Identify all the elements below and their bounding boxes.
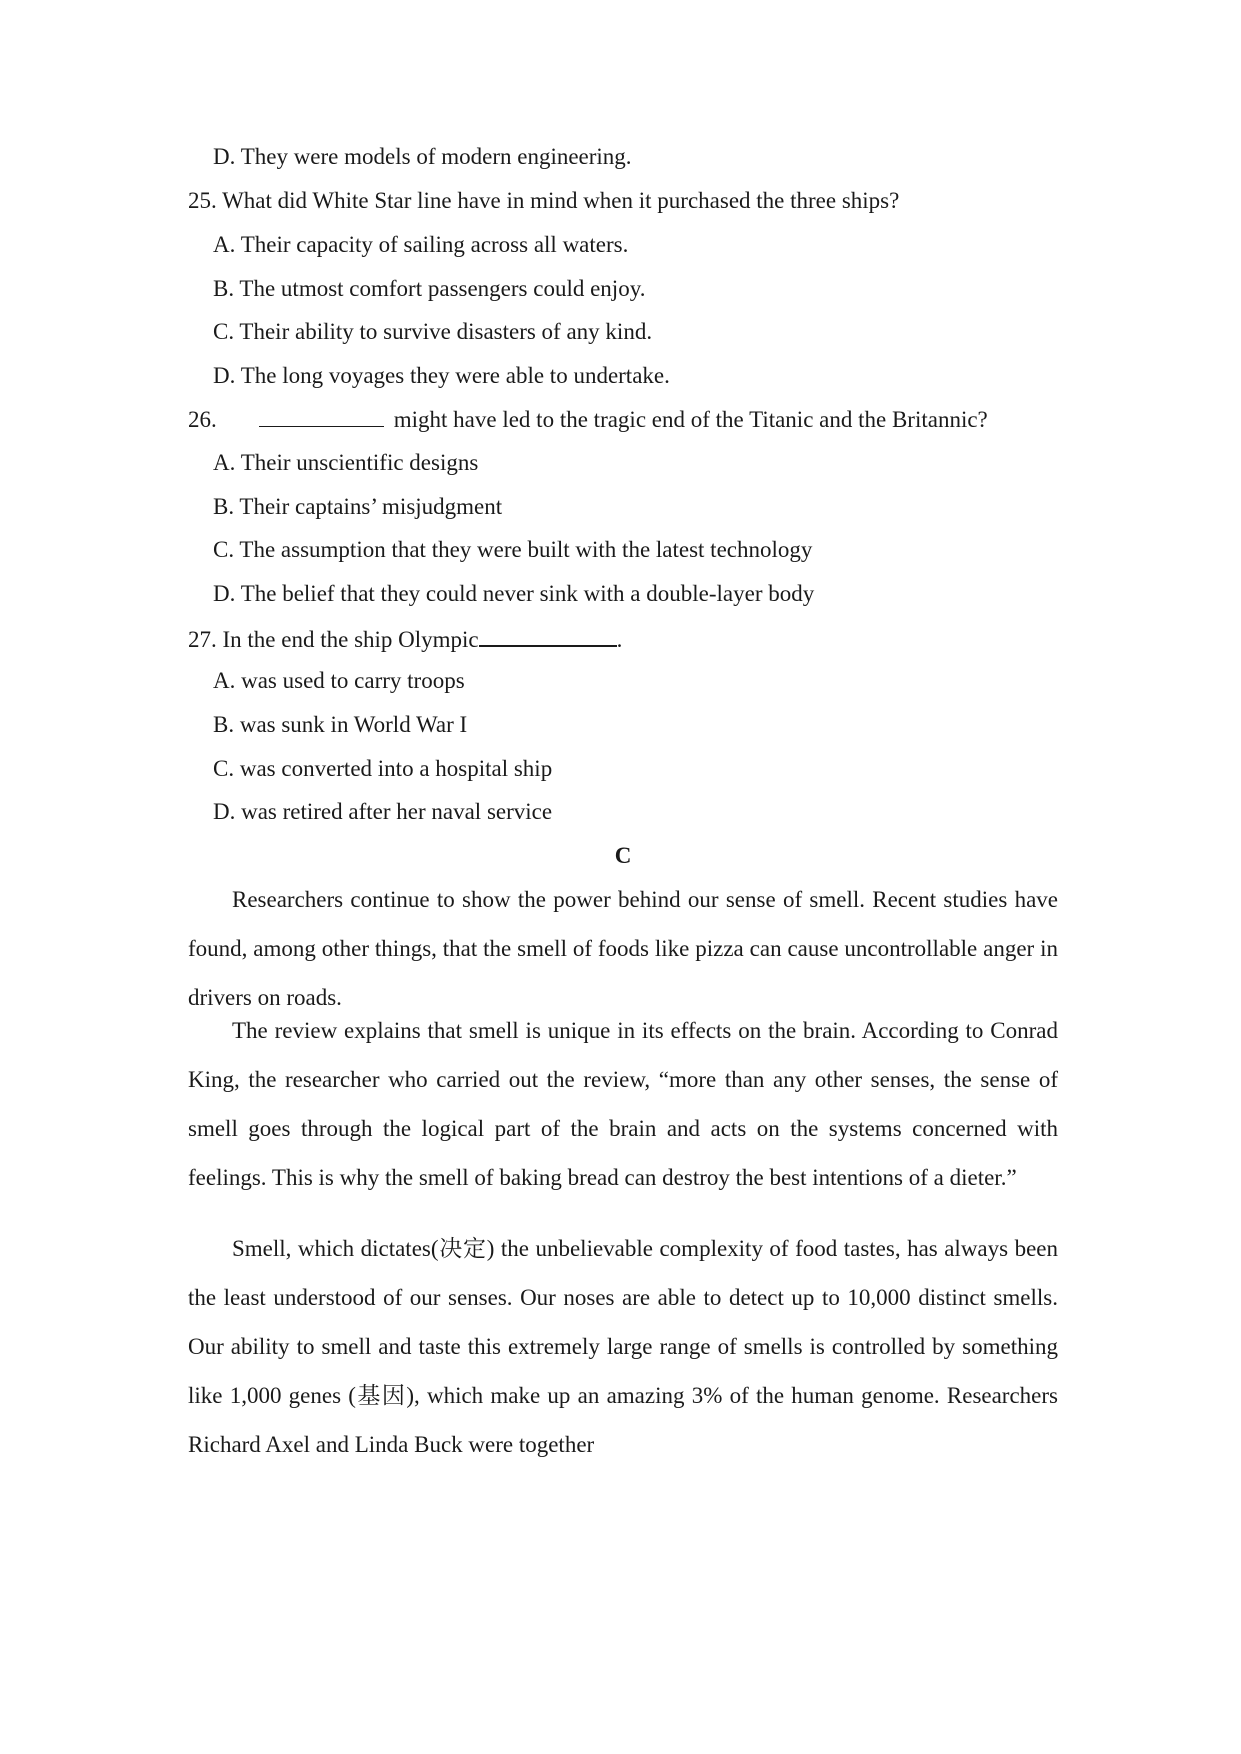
q26-number: 26. — [188, 407, 217, 432]
q26-stem-text: might have led to the tragic end of the Titanic and the Britannic? — [393, 407, 988, 432]
q27-option-a: A. was used to carry troops — [213, 668, 465, 693]
q27-stem-text: 27. In the end the ship Olympic — [188, 627, 479, 652]
q27-option-d: D. was retired after her naval service — [213, 799, 553, 824]
q26-option-d: D. The belief that they could never sink with a double-layer body — [213, 581, 815, 606]
q26-stem — [188, 404, 988, 435]
q27-option-c: C. was converted into a hospital ship — [213, 756, 553, 781]
q25-stem: 25. What did White Star line have in mind when it purchased the three ships? — [188, 188, 900, 213]
q26-option-a: A. Their unscientific designs — [213, 450, 479, 475]
q27-stem — [188, 623, 622, 655]
q25-option-a: A. Their capacity of sailing across all waters. — [213, 232, 629, 257]
q25-option-d: D. The long voyages they were able to undertake. — [213, 363, 670, 388]
passage-paragraph-1: Researchers continue to show the power behind our sense of smell. Recent studies have found, among other things, that the smell of foods like pizza can cause uncontrollable anger in drivers on roads. — [188, 887, 1058, 1010]
q26-option-b: B. Their captains’ misjudgment — [213, 494, 503, 519]
q27-option-b: B. was sunk in World War I — [213, 712, 468, 737]
q26-answer-blank — [259, 404, 384, 427]
passage-paragraph-3: Smell, which dictates(决定) the unbelievable complexity of food tastes, has always been the least understood of our senses. Our noses are able to detect up to 10,000 distinct smells. Our ability to smell and taste this extremely large range of smells is controlled by something like 1,000 genes (基因), which make up an amazing 3% of the human genome. Researchers Richard Axel and Linda Buck were together — [188, 1236, 1058, 1457]
section-heading: C — [614, 843, 632, 868]
q25-option-b: B. The utmost comfort passengers could enjoy. — [213, 276, 646, 301]
q27-stem-end: . — [616, 627, 623, 652]
passage-paragraph-2: The review explains that smell is unique in its effects on the brain. According to Conrad King, the researcher who carried out the review, “more than any other senses, the sense of smell goes through the logical part of the brain and acts on the systems concerned with feelings. This is why the smell of baking bread can destroy the best intentions of a dieter.” — [188, 1018, 1058, 1190]
q24-option-d: D. They were models of modern engineering. — [213, 144, 632, 169]
q25-option-c: C. Their ability to survive disasters of any kind. — [213, 319, 653, 344]
q26-option-c: C. The assumption that they were built with the latest technology — [213, 537, 813, 562]
q27-answer-blank — [479, 623, 617, 647]
